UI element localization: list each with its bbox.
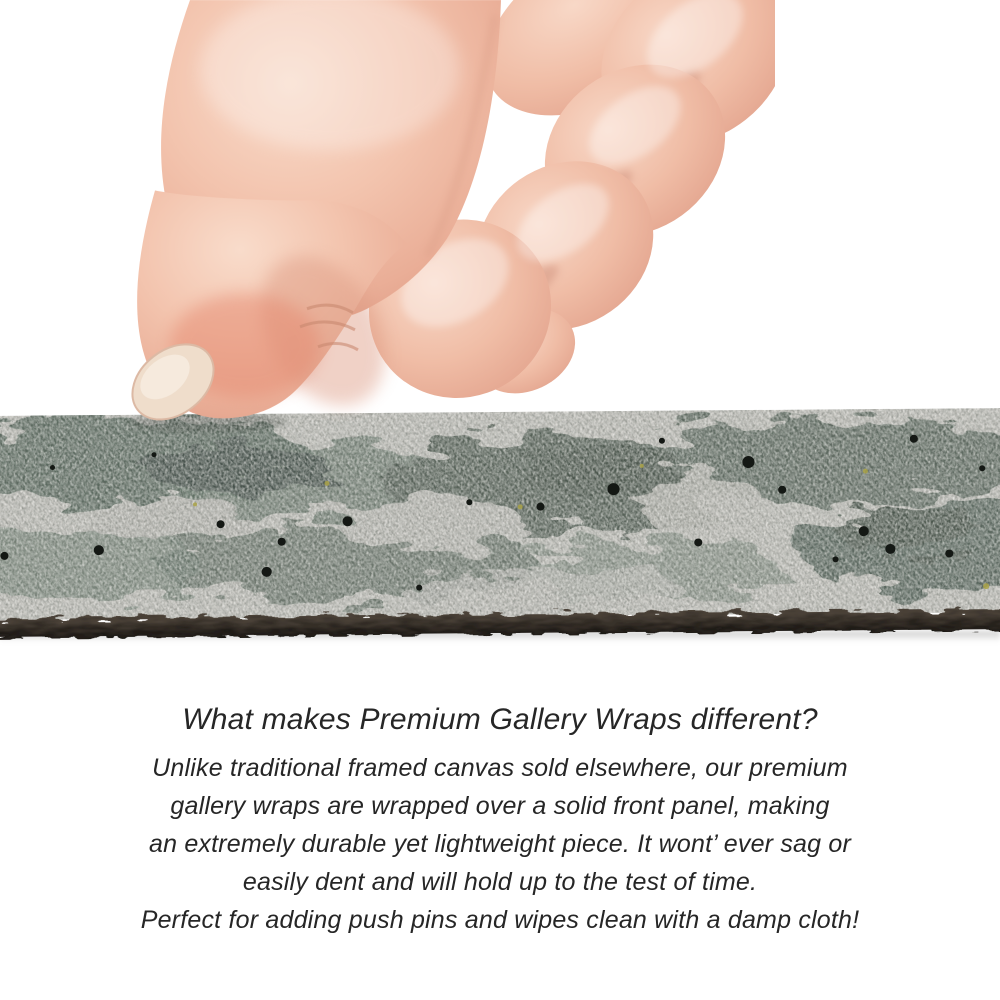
canvas-texture-strip-icon	[0, 408, 1000, 640]
caption-line-3: an extremely durable yet lightweight piece. It wont’ ever sag or	[148, 830, 852, 858]
caption-line-1: Unlike traditional framed canvas sold elsewhere, our premium	[152, 754, 848, 782]
hand-fist-thumb-pressing-icon	[95, 0, 775, 421]
hand-photo	[95, 0, 775, 421]
caption-heading: What makes Premium Gallery Wraps different?	[182, 703, 818, 736]
caption-line-4: easily dent and will hold up to the test of time.	[242, 868, 758, 896]
caption-line-5: Perfect for adding push pins and wipes clean with a damp cloth!	[140, 906, 860, 934]
caption-line-2: gallery wraps are wrapped over a solid front panel, making	[170, 792, 830, 820]
caption-block	[0, 700, 1000, 939]
hand-shape	[118, 0, 775, 421]
canvas-strip-photo	[0, 408, 1000, 640]
